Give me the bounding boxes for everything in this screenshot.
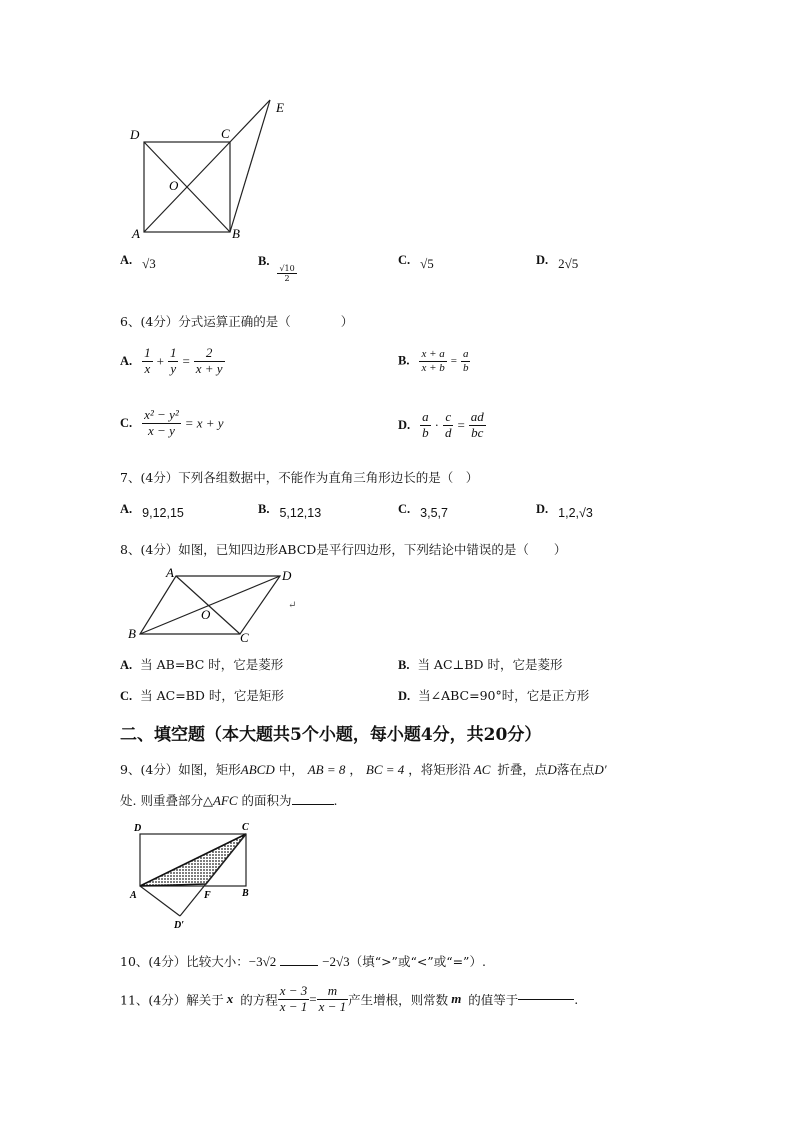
fraction-denominator: x − 1: [318, 998, 347, 1014]
q6-option-d[interactable]: [398, 410, 486, 441]
q9-text: 折叠，点: [493, 762, 548, 777]
fraction: [420, 410, 431, 441]
fraction-numerator: a: [462, 348, 469, 360]
q7-option-c[interactable]: [398, 501, 448, 520]
plus-sign: +: [156, 353, 164, 369]
q11-text: 11、(4分）解关于: [120, 992, 224, 1008]
fraction-numerator: ad: [470, 409, 484, 424]
fraction-numerator: 1: [144, 345, 151, 360]
fraction: [168, 346, 179, 377]
fraction: [443, 410, 454, 441]
q9-text: 的面积为: [237, 793, 292, 808]
q5-option-b[interactable]: [258, 252, 297, 284]
q7-option-b[interactable]: [258, 501, 322, 520]
q6-option-a[interactable]: [120, 346, 225, 377]
equals-sign: =: [182, 353, 190, 369]
q11-text: 产生增根，则常数: [348, 992, 449, 1008]
equals-sign: =: [450, 355, 457, 368]
option-content: 当 AB=BC 时，它是菱形: [140, 657, 284, 672]
fig8-label-o: O: [201, 607, 211, 622]
q9-answer-blank[interactable]: [292, 804, 334, 805]
fraction: [142, 346, 153, 377]
q11-text: .: [574, 991, 579, 1007]
q5-option-d[interactable]: [536, 252, 579, 271]
option-letter: D.: [398, 689, 411, 703]
q8-option-c[interactable]: [120, 686, 284, 704]
option-content: 2√5: [558, 256, 579, 271]
option-content: 当 AC⊥BD 时，它是菱形: [417, 657, 563, 672]
q9-text: ，: [349, 762, 362, 777]
q9-abcd: ABCD: [240, 762, 275, 777]
fig8-label-c: C: [240, 630, 249, 645]
q9-text: .: [333, 793, 338, 808]
option-letter: A.: [120, 353, 133, 368]
fraction-denominator: x − y: [148, 422, 175, 438]
fraction-numerator: m: [317, 984, 349, 1000]
q6-stem: 6、(4分）分式运算正确的是（ ）: [120, 314, 354, 329]
q8-option-b[interactable]: [398, 655, 562, 673]
fig8-label-a: A: [166, 565, 174, 580]
option-letter: C.: [398, 253, 411, 267]
figure-square-abcd: [120, 92, 300, 242]
q10-text: （填“>”或“<”或“=”）.: [349, 954, 486, 969]
fraction-numerator: x + a: [421, 348, 445, 360]
fraction: [278, 984, 310, 1015]
equals-sign: =: [457, 417, 465, 433]
option-content: √5: [420, 256, 434, 271]
section-title: 二、填空题（本大题共5个小题，每小题4分，共20分）: [120, 725, 542, 745]
fraction: [317, 984, 349, 1015]
q11-answer-blank[interactable]: [518, 999, 574, 1000]
q11-x: x: [226, 991, 234, 1007]
return-mark: ↵: [288, 600, 297, 611]
q10-text: 10、(4分）比较大小：: [120, 954, 249, 969]
option-content: 9,12,15: [142, 506, 184, 520]
option-letter: D.: [536, 502, 549, 516]
option-letter: D.: [536, 253, 549, 267]
option-letter: B.: [258, 254, 270, 269]
fraction: [142, 408, 181, 439]
q9-dprime: D′: [594, 762, 607, 777]
option-content: 当 AC=BD 时，它是矩形: [140, 688, 284, 703]
q9-text: 中，: [274, 762, 304, 777]
rhs-expression: = x + y: [184, 415, 224, 431]
segment-ad-prime: [140, 886, 180, 916]
fraction-denominator: x: [144, 360, 151, 376]
option-letter: A.: [120, 502, 133, 516]
fraction-numerator: a: [422, 409, 429, 424]
q11: [120, 984, 578, 1015]
option-letter: C.: [120, 689, 133, 703]
q5-option-a[interactable]: [120, 252, 156, 271]
fig8-label-d: D: [282, 568, 292, 583]
q10-expr2: −2√3: [322, 954, 350, 969]
q10-expr1: −3√2: [248, 954, 277, 969]
fig9-label-a: A: [130, 890, 137, 901]
dot-operator: ·: [434, 417, 439, 433]
q9-d: D: [547, 762, 557, 777]
q9-line1: [120, 760, 607, 778]
fig5-label-a: A: [132, 226, 140, 241]
q9-line2: [120, 791, 337, 809]
q9-bc: BC = 4: [365, 762, 405, 777]
figure-parallelogram: [122, 564, 312, 646]
q8-stem: 8、(4分）如图，已知四边形ABCD是平行四边形，下列结论中错误的是（ ）: [120, 542, 567, 557]
fraction-denominator: x + y: [195, 360, 223, 376]
fraction-denominator: y: [170, 360, 177, 376]
overlap-triangle-afc: [140, 834, 246, 886]
q10: [120, 952, 486, 970]
fig5-label-c: C: [221, 126, 230, 141]
fig5-label-o: O: [169, 178, 179, 193]
q11-text: 的方程: [236, 992, 278, 1008]
fraction-numerator: 2: [194, 346, 225, 362]
q9-ab: AB = 8: [307, 762, 346, 777]
option-fraction: [277, 264, 296, 283]
fraction-numerator: c: [443, 410, 454, 426]
fraction-denominator: d: [444, 424, 452, 440]
option-content: 3,5,7: [420, 506, 448, 520]
fraction: [461, 348, 471, 374]
q9-text: 9、(4分）如图，矩形: [120, 762, 241, 777]
fig5-label-d: D: [130, 127, 140, 142]
q7-stem: 7、(4分）下列各组数据中，不能作为直角三角形边长的是（ ）: [120, 470, 479, 485]
fraction-denominator: bc: [471, 424, 484, 440]
fig5-label-e: E: [276, 100, 284, 115]
q9-text: ，将矩形沿: [408, 762, 471, 777]
fig9-label-b: B: [242, 888, 249, 899]
option-letter: A.: [120, 658, 133, 672]
figure-rectangle-fold: [128, 818, 268, 933]
option-letter: B.: [258, 502, 270, 516]
fig9-label-f: F: [204, 890, 211, 901]
q6-option-c[interactable]: [120, 408, 224, 439]
q11-text: 的值等于: [464, 992, 519, 1008]
q9-text: 落在点: [556, 762, 595, 777]
diagonal-ac: [176, 576, 240, 634]
option-letter: C.: [120, 415, 133, 430]
fraction: [194, 346, 225, 377]
q11-m: m: [451, 991, 462, 1007]
fig9-label-d: D: [134, 823, 142, 834]
fraction-numerator: √10: [279, 264, 295, 273]
fraction-denominator: x + b: [421, 361, 445, 374]
q8-option-d[interactable]: [398, 686, 589, 704]
q6-option-b[interactable]: [398, 348, 470, 374]
q9-text: 处. 则重叠部分: [120, 793, 203, 808]
option-letter: B.: [398, 658, 410, 672]
option-letter: B.: [398, 353, 410, 368]
q7-option-d[interactable]: [536, 501, 593, 520]
option-content: 1,2,√3: [558, 506, 593, 520]
fraction-numerator: x² − y²: [144, 407, 179, 422]
fraction-denominator: x − 1: [279, 998, 308, 1014]
fraction: [419, 348, 446, 374]
fraction-numerator: x − 3: [279, 983, 308, 998]
fraction-denominator: b: [422, 424, 429, 440]
option-content: 当∠ABC=90°时，它是正方形: [418, 688, 590, 703]
fraction-denominator: 2: [284, 274, 290, 284]
fig8-label-b: B: [128, 626, 136, 641]
option-letter: A.: [120, 253, 133, 267]
segment-be: [230, 100, 270, 232]
q8-option-a[interactable]: [120, 655, 283, 673]
fraction-denominator: b: [462, 361, 469, 374]
fraction-numerator: 1: [169, 345, 177, 360]
fig9-label-d-prime: D′: [174, 920, 185, 931]
fig9-label-c: C: [242, 822, 249, 833]
option-content: √3: [142, 256, 156, 271]
option-letter: D.: [398, 417, 411, 432]
q9-ac: AC: [473, 762, 491, 777]
fig5-label-b: B: [232, 226, 240, 241]
option-content: 5,12,13: [279, 506, 322, 520]
equals-sign: =: [309, 991, 317, 1007]
q5-option-c[interactable]: [398, 252, 434, 271]
fraction: [469, 410, 486, 441]
q9-afc: △AFC: [202, 793, 238, 808]
q10-answer-blank[interactable]: [280, 965, 318, 966]
diagonal-bd: [140, 576, 280, 634]
option-letter: C.: [398, 502, 411, 516]
q7-option-a[interactable]: [120, 501, 184, 520]
